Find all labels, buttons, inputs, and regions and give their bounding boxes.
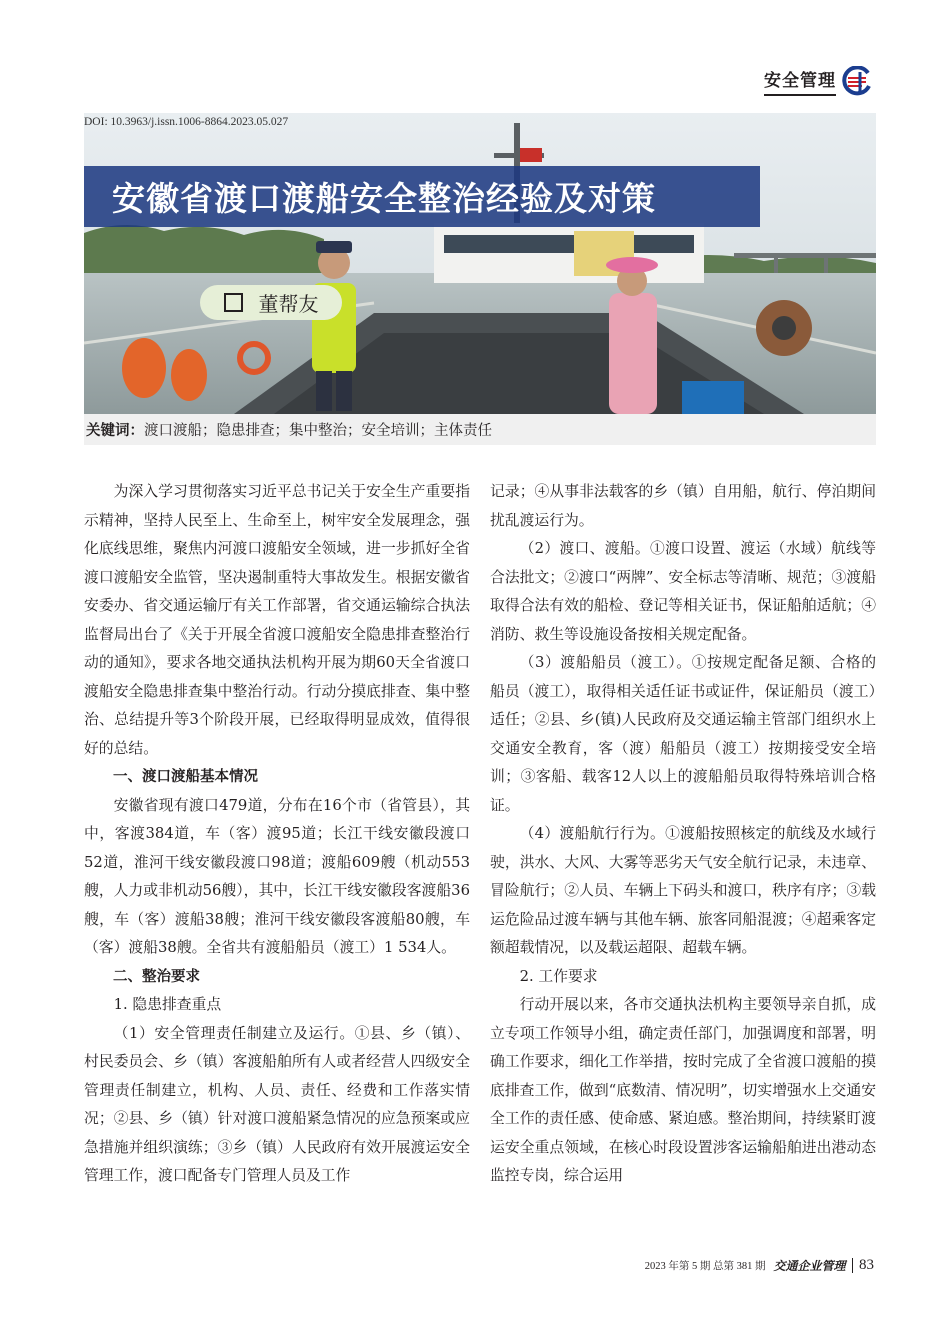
keywords-label: 关键词： xyxy=(86,423,144,439)
subheading: 2. 工作要求 xyxy=(519,967,598,985)
article-title: 安徽省渡口渡船安全整治经验及对策 xyxy=(112,179,656,218)
paragraph: （4）渡船航行行为。①渡船按照核定的航线及水域行驶，洪水、大风、大雾等恶劣天气安全航行记录，未违章、冒险航行；②人员、车辆上下码头和渡口，秩序有序；③载运危险品过渡车辆与其他车辆、旅客同船混渡；④超乘客定额超载情况，以及载运超限、超载车辆。 xyxy=(490,825,876,956)
paragraph: （2）渡口、渡船。①渡口设置、渡运（水域）航线等合法批文；②渡口“两牌”、安全标志等清晰、规范；③渡船取得合法有效的船检、登记等相关证书，保证船舶适航；④消防、救生等设施设备按相关规定配备。 xyxy=(490,540,876,643)
section-heading: 二、整治要求 xyxy=(113,968,200,985)
journal-name: 交通企业管理 xyxy=(773,1259,846,1273)
paragraph: （3）渡船船员（渡工）。①按规定配备足额、合格的船员（渡工），取得相关适任证书或证件，保证船员（渡工）适任；②县、乡(镇)人民政府及交通运输主管部门组织水上交通安全教育，客（渡）船船员（渡工）按期接受安全培训；③客船、载客12人以上的渡船船员取得特殊培训合格证。 xyxy=(490,654,876,814)
title-banner xyxy=(84,166,760,227)
author-name: 董帮友 xyxy=(258,292,319,316)
author-box-icon xyxy=(224,293,243,312)
hero-photo xyxy=(84,113,876,414)
right-column xyxy=(490,478,876,1191)
paragraph: （1）安全管理责任制建立及运行。①县、乡（镇）、村民委员会、乡（镇）客渡船舶所有人或者经营人四级安全管理责任制建立，机构、人员、责任、经费和工作落实情况；②县、乡（镇）针对渡口渡船紧急情况的应急预案或应急措施并组织演练；③乡（镇）人民政府有效开展渡运安全管理工作，渡口配备专门管理人员及工作 xyxy=(84,1024,470,1184)
journal-logo-icon xyxy=(840,66,874,96)
keywords-text: 渡口渡船；隐患排查；集中整治；安全培训；主体责任 xyxy=(144,423,492,439)
paragraph: 为深入学习贯彻落实习近平总书记关于安全生产重要指示精神，坚持人民至上、生命至上，树牢安全发展理念，强化底线思维，聚焦内河渡口渡船安全领域，进一步抓好全省渡口渡船安全监管，坚决遏制重特大事故发生。根据安徽省安委办、省交通运输厅有关工作部署，省交通运输综合执法监督局出台了《关于开展全省渡口渡船安全隐患排查整治行动的通知》，要求各地交通执法机构开展为期60天全省渡口渡船安全隐患排查集中整治行动。行动分摸底排查、集中整治、总结提升等3个阶段开展，已经取得明显成效，值得很好的总结。 xyxy=(84,483,470,757)
keywords-bar xyxy=(84,414,876,445)
footer xyxy=(645,1257,874,1274)
paragraph: 记录；④从事非法载客的乡（镇）自用船，航行、停泊期间扰乱渡运行为。 xyxy=(490,483,876,529)
page-number: 83 xyxy=(859,1257,874,1273)
doi: DOI: 10.3963/j.issn.1006-8864.2023.05.027 xyxy=(84,116,289,128)
paragraph: 行动开展以来，各市交通执法机构主要领导亲自抓，成立专项工作领导小组，确定责任部门，加强调度和部署，明确工作要求，细化工作举措，按时完成了全省渡口渡船的摸底排查工作，做到“底数清、情况明”，切实增强水上交通安全工作的责任感、使命感、紧迫感。整治期间，持续紧盯渡运安全重点领域，在核心时段设置涉客运输船舶进出港动态监控专岗，综合运用 xyxy=(490,996,876,1184)
footer-divider xyxy=(852,1258,854,1273)
section-label: 安全管理 xyxy=(764,66,836,96)
left-column xyxy=(84,478,470,1191)
paragraph: 安徽省现有渡口479道，分布在16个市（省管县），其中，客渡384道，车（客）渡95道；长江干线安徽段渡口52道，淮河干线安徽段渡口98道；渡船609艘（机动553艘，人力或非机动56艘），其中，长江干线安徽段客渡船36艘，车（客）渡船38艘；淮河干线安徽段客渡船80艘，车（客）渡船38艘。全省共有渡船船员（渡工）1 534人。 xyxy=(84,796,470,956)
section-tag xyxy=(764,66,874,96)
author-pill xyxy=(200,285,342,320)
issue-info: 2023 年第 5 期 总第 381 期 xyxy=(644,1261,766,1272)
subheading: 1. 隐患排查重点 xyxy=(113,996,222,1013)
section-heading: 一、渡口渡船基本情况 xyxy=(113,769,258,785)
